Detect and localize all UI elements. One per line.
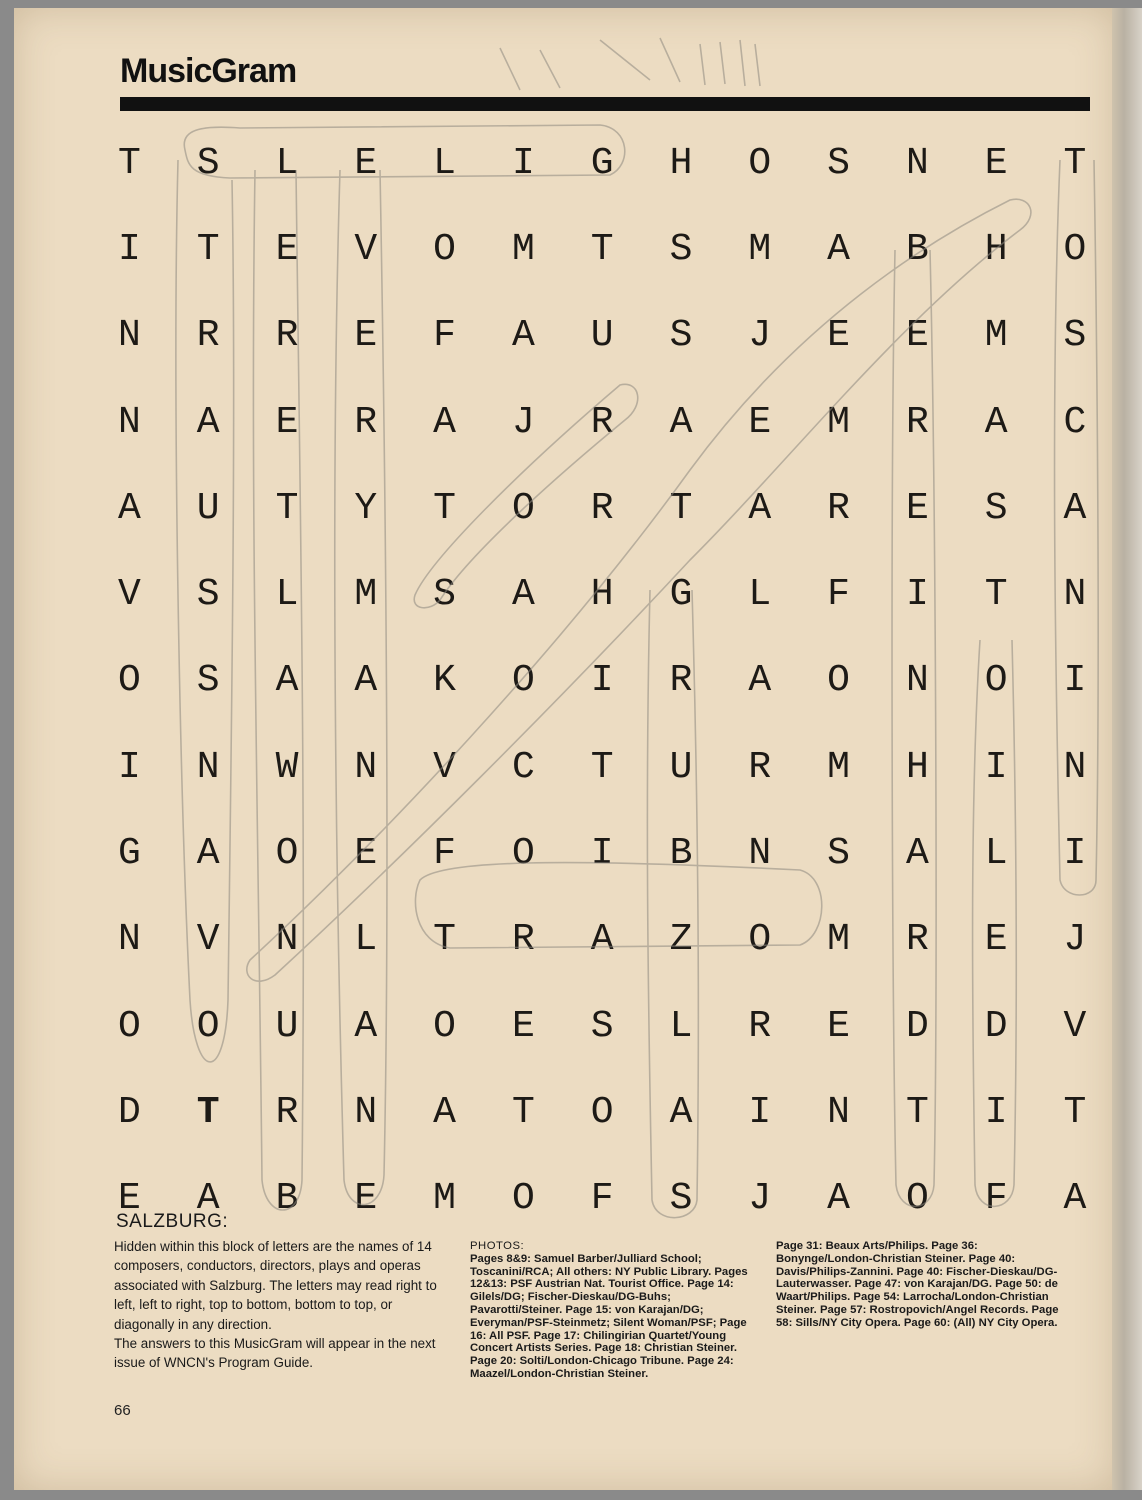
grid-letter: O <box>748 141 772 185</box>
grid-letter: A <box>1063 486 1087 530</box>
grid-letter: O <box>1063 227 1087 271</box>
grid-letter: E <box>827 314 850 358</box>
grid-letter: T <box>905 1090 929 1134</box>
grid-letter: N <box>827 1090 850 1134</box>
grid-letter: I <box>1063 832 1087 876</box>
grid-letter: O <box>511 1177 535 1221</box>
grid-letter: I <box>1063 659 1087 703</box>
grid-letter: F <box>433 832 456 876</box>
grid-letter: S <box>590 1004 614 1048</box>
grid-letter: N <box>1063 745 1087 789</box>
page-title: MusicGram <box>120 52 297 90</box>
grid-letter: S <box>196 659 220 703</box>
grid-letter: Z <box>669 918 693 962</box>
grid-letter: G <box>669 573 693 617</box>
grid-letter: E <box>354 1177 378 1221</box>
grid-letter: O <box>905 1177 929 1221</box>
grid-letter: A <box>1063 1177 1087 1221</box>
grid-letter: A <box>117 486 141 530</box>
grid-letter: O <box>117 1004 141 1048</box>
grid-letter: D <box>905 1004 929 1048</box>
grid-letter: W <box>275 745 299 789</box>
grid-letter: O <box>511 832 535 876</box>
grid-letter: U <box>669 745 693 789</box>
grid-letter: L <box>669 1004 693 1048</box>
grid-letter: E <box>905 314 929 358</box>
grid-letter: N <box>196 745 220 789</box>
grid-letter: R <box>275 1090 299 1134</box>
grid-letter: A <box>196 1177 220 1221</box>
grid-letter: R <box>275 314 299 358</box>
grid-letter: R <box>590 486 614 530</box>
grid-letter: V <box>1063 1004 1087 1048</box>
grid-letter: G <box>590 141 614 185</box>
grid-letter: O <box>433 227 456 271</box>
grid-letter: R <box>196 314 220 358</box>
grid-letter: R <box>905 918 929 962</box>
grid-letter: H <box>905 745 929 789</box>
grid-letter: R <box>354 400 378 444</box>
grid-letter: U <box>590 314 614 358</box>
grid-letter: M <box>748 227 772 271</box>
grid-letter: E <box>275 227 299 271</box>
grid-letter: A <box>590 918 614 962</box>
grid-letter: S <box>669 227 693 271</box>
grid-letter: E <box>984 918 1008 962</box>
grid-letter: H <box>590 573 614 617</box>
grid-letter: A <box>196 400 220 444</box>
grid-letter: N <box>354 745 378 789</box>
photo-credits-text-1: Pages 8&9: Samuel Barber/Julliard School; Toscanini/RCA; All others: NY Public Library. Pages 12&13: PSF Austrian Nat. Tourist Office. Page 14: Gilels/DG; Fischer-Dieskau/DG-Buhs; Pavarotti/Steiner. Page 15: von Karajan/DG; Everyman/PSF-Steinmetz; Silent Woman/PSF; Page 16: All PSF. Page 17: Chilingirian Quartet/Young Concert Artists Series. Page 18: Christian Steiner. Page 20: Solti/London-Chicago Tribune. Page 24: Maazel/London-Christian Steiner. <box>470 1252 748 1380</box>
grid-letter: T <box>590 227 614 271</box>
grid-letter: A <box>984 400 1008 444</box>
grid-letter: I <box>117 745 141 789</box>
grid-letter: I <box>590 659 614 703</box>
grid-letter: C <box>511 745 535 789</box>
grid-letter: E <box>354 314 378 358</box>
grid-letter: J <box>748 314 772 358</box>
grid-letter: D <box>984 1004 1008 1048</box>
grid-letter: T <box>1063 141 1087 185</box>
grid-letter: A <box>669 400 693 444</box>
puzzle-instructions <box>114 1237 444 1373</box>
grid-letter: N <box>748 832 772 876</box>
grid-letter: J <box>511 400 535 444</box>
grid-letter: A <box>905 832 929 876</box>
grid-letter: E <box>905 486 929 530</box>
grid-letter: R <box>748 1004 772 1048</box>
grid-letter: N <box>117 918 141 962</box>
grid-letter: F <box>827 573 850 617</box>
grid-letter: O <box>590 1090 614 1134</box>
grid-letter: O <box>748 918 772 962</box>
grid-letter: N <box>354 1090 378 1134</box>
page-number: 66 <box>114 1402 131 1419</box>
grid-letter: J <box>748 1177 772 1221</box>
grid-letter: O <box>196 1004 220 1048</box>
grid-letter: S <box>433 573 456 617</box>
grid-letter: T <box>590 745 614 789</box>
grid-letter: S <box>827 141 850 185</box>
grid-letter: S <box>1063 314 1087 358</box>
grid-letter: N <box>905 659 929 703</box>
grid-letter: E <box>275 400 299 444</box>
grid-letter: T <box>984 573 1008 617</box>
grid-letter: B <box>905 227 929 271</box>
grid-letter: E <box>354 141 378 185</box>
grid-letter: T <box>275 486 299 530</box>
grid-letter: R <box>669 659 693 703</box>
grid-letter: I <box>117 227 141 271</box>
grid-letter: M <box>984 314 1008 358</box>
grid-letter: A <box>196 832 220 876</box>
grid-letter: T <box>196 1090 220 1134</box>
grid-letter: U <box>196 486 220 530</box>
grid-letter: N <box>117 314 141 358</box>
photo-credits-column-2 <box>776 1240 1076 1330</box>
page-edge <box>1112 8 1142 1490</box>
grid-letter: Y <box>354 486 378 530</box>
grid-letter: M <box>827 745 850 789</box>
photo-credits-text-2: Page 31: Beaux Arts/Philips. Page 36: Bonynge/London-Christian Steiner. Page 40: Davis/Philips-Zannini. Page 40: Fischer-Dieskau/DG-Lauterwasser. Page 47: von Karajan/DG. Page 50: de Waart/Philips. Page 54: Larrocha/London-Christian Steiner. Page 57: Rostropovich/Angel Records. Page 58: Sills/NY City Opera. Page 60: (All) NY City Opera. <box>776 1240 1059 1329</box>
instructions-paragraph: Hidden within this block of letters are the names of 14 composers, conductors, directors, plays and operas associated with Salzburg. The letters may read right to left, left to right, top to bottom, bottom to top, or diagonally in any direction. <box>114 1239 437 1332</box>
grid-letter: F <box>590 1177 614 1221</box>
grid-letter: I <box>748 1090 772 1134</box>
grid-letter: O <box>984 659 1008 703</box>
grid-letter: K <box>433 659 456 703</box>
grid-letter: A <box>354 659 378 703</box>
grid-letter: A <box>827 227 850 271</box>
grid-letter: H <box>984 227 1008 271</box>
grid-letter: O <box>511 659 535 703</box>
grid-letter: U <box>275 1004 299 1048</box>
grid-letter: T <box>1063 1090 1087 1134</box>
grid-letter: T <box>669 486 693 530</box>
grid-letter: L <box>433 141 456 185</box>
grid-letter: E <box>511 1004 535 1048</box>
grid-letter: I <box>984 745 1008 789</box>
grid-letter: H <box>669 141 693 185</box>
grid-letter: N <box>1063 573 1087 617</box>
grid-letter: V <box>433 745 456 789</box>
grid-letter: I <box>511 141 535 185</box>
grid-letter: O <box>117 659 141 703</box>
grid-letter: S <box>669 314 693 358</box>
grid-letter: T <box>117 141 141 185</box>
grid-letter: A <box>748 486 772 530</box>
grid-letter: S <box>984 486 1008 530</box>
grid-letter: S <box>669 1177 693 1221</box>
grid-letter: T <box>433 918 456 962</box>
grid-letter: A <box>354 1004 378 1048</box>
grid-letter: V <box>117 573 141 617</box>
grid-letter: B <box>669 832 693 876</box>
grid-letter: S <box>196 573 220 617</box>
grid-letter: O <box>511 486 535 530</box>
grid-letter: V <box>196 918 220 962</box>
grid-letter: A <box>433 400 456 444</box>
grid-letter: L <box>984 832 1008 876</box>
grid-letter: O <box>827 659 850 703</box>
puzzle-heading: SALZBURG: <box>116 1211 229 1232</box>
grid-letter: A <box>748 659 772 703</box>
grid-letter: A <box>669 1090 693 1134</box>
grid-letter: I <box>590 832 614 876</box>
grid-letter: L <box>354 918 378 962</box>
grid-letter: F <box>433 314 456 358</box>
grid-letter: R <box>511 918 535 962</box>
grid-letter: M <box>511 227 535 271</box>
photo-credits-column-1 <box>470 1240 760 1381</box>
grid-letter: G <box>117 832 141 876</box>
grid-letter: A <box>511 573 535 617</box>
grid-letter: N <box>117 400 141 444</box>
photos-heading: PHOTOS: <box>470 1240 525 1252</box>
grid-letter: R <box>827 486 850 530</box>
grid-letter: N <box>905 141 929 185</box>
grid-letter: D <box>117 1090 141 1134</box>
grid-letter: M <box>354 573 378 617</box>
grid-letter: E <box>117 1177 141 1221</box>
grid-letter: M <box>827 400 850 444</box>
grid-letter: I <box>905 573 929 617</box>
grid-letter: E <box>748 400 772 444</box>
grid-letter: F <box>984 1177 1008 1221</box>
grid-letter: S <box>827 832 850 876</box>
grid-letter: E <box>827 1004 850 1048</box>
letter-grid <box>90 120 1115 1220</box>
answers-paragraph: The answers to this MusicGram will appear in the next issue of WNCN's Program Guide. <box>114 1336 436 1371</box>
grid-letter: L <box>748 573 772 617</box>
grid-letter: O <box>275 832 299 876</box>
grid-letter: I <box>984 1090 1008 1134</box>
grid-letter: S <box>196 141 220 185</box>
grid-letter: T <box>433 486 456 530</box>
grid-letter: N <box>275 918 299 962</box>
grid-letter: V <box>354 227 378 271</box>
grid-letter: T <box>196 227 220 271</box>
grid-letter: O <box>433 1004 456 1048</box>
grid-letter: E <box>354 832 378 876</box>
grid-letter: R <box>748 745 772 789</box>
grid-letter: L <box>275 573 299 617</box>
grid-letter: A <box>827 1177 850 1221</box>
grid-letter: A <box>433 1090 456 1134</box>
grid-letter: M <box>433 1177 456 1221</box>
grid-letter: J <box>1063 918 1087 962</box>
grid-letter: E <box>984 141 1008 185</box>
grid-letter: T <box>511 1090 535 1134</box>
title-rule <box>120 97 1090 111</box>
grid-letter: L <box>275 141 299 185</box>
grid-letter: A <box>275 659 299 703</box>
grid-letter: M <box>827 918 850 962</box>
grid-letter: R <box>590 400 614 444</box>
grid-letter: A <box>511 314 535 358</box>
grid-letter: B <box>275 1177 299 1221</box>
grid-letter: C <box>1063 400 1087 444</box>
grid-letter: R <box>905 400 929 444</box>
